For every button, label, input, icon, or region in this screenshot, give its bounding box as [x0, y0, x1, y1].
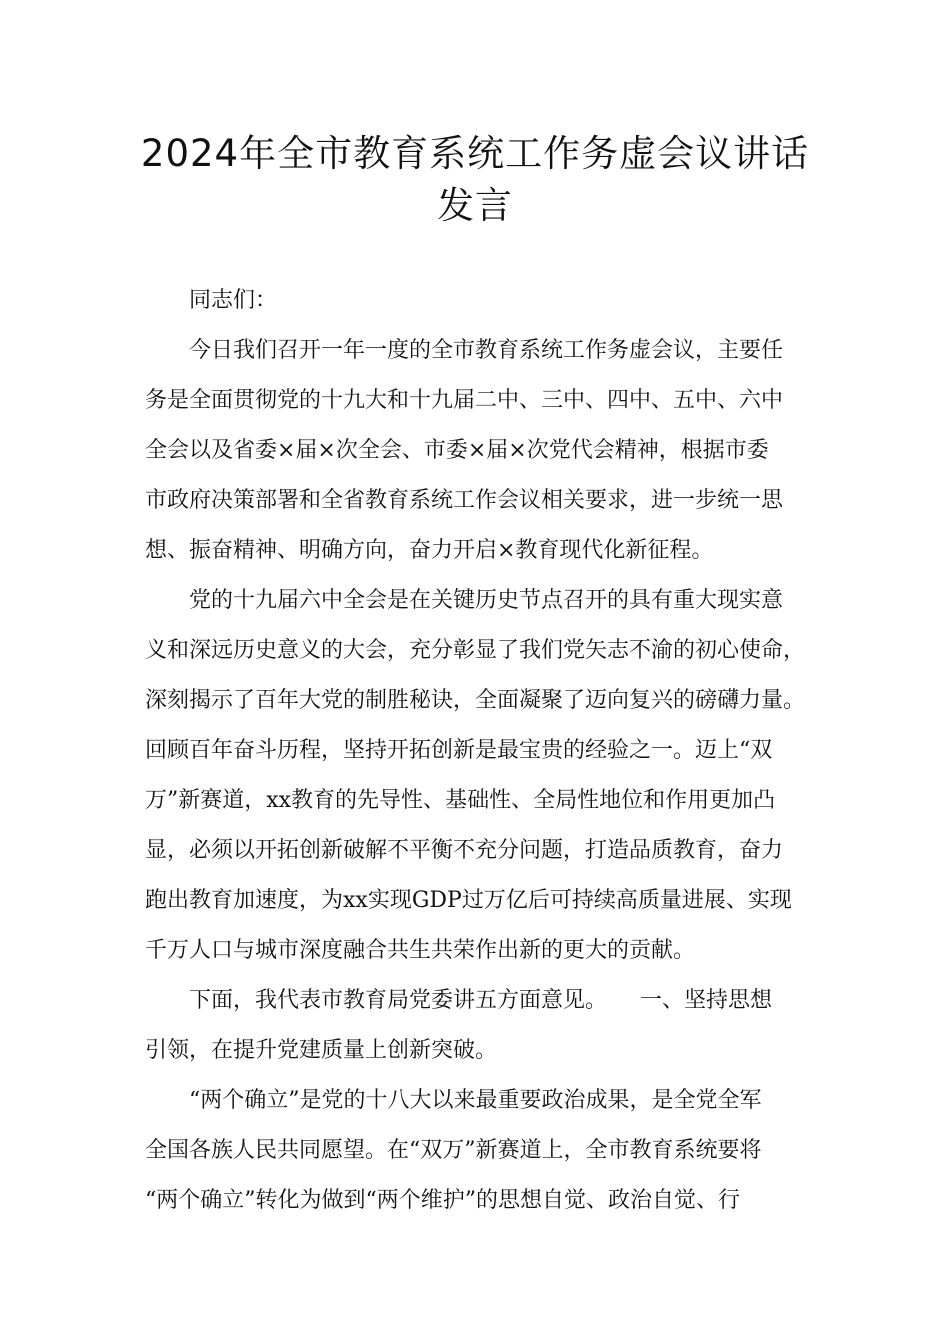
body-line-8: 深刻揭示了百年大党的制胜秘诀，全面凝聚了迈向复兴的磅礴力量。	[145, 688, 806, 713]
document-title-line-2: 发言	[437, 184, 513, 227]
body-line-3: 全会以及省委×届×次全会、市委×届×次党代会精神，根据市委	[145, 438, 769, 463]
body-line-16: “两个确立”是党的十八大以来最重要政治成果，是全党全军	[145, 1088, 762, 1113]
body-line-1: 今日我们召开一年一度的全市教育系统工作务虚会议，主要任	[145, 338, 784, 363]
body-line-12: 跑出教育加速度，为xx实现GDP过万亿后可持续高质量进展、实现	[145, 888, 792, 913]
body-line-17: 全国各族人民共同愿望。在“双万”新赛道上，全市教育系统要将	[145, 1138, 762, 1163]
body-line-4: 市政府决策部署和全省教育系统工作会议相关要求，进一步统一思	[145, 488, 784, 513]
body-line-18: “两个确立”转化为做到“两个维护”的思想自觉、政治自觉、行	[145, 1188, 740, 1213]
body-line-14: 下面，我代表市教育局党委讲五方面意见。 一、坚持思想	[145, 988, 773, 1013]
salutation-line: 同志们：	[145, 288, 278, 313]
body-line-7: 义和深远历史意义的大会，充分彰显了我们党矢志不渝的初心使命，	[145, 638, 806, 663]
body-line-15: 引领，在提升党建质量上创新突破。	[145, 1038, 498, 1063]
body-line-2: 务是全面贯彻党的十九大和十九届二中、三中、四中、五中、六中	[145, 388, 784, 413]
body-line-9: 回顾百年奋斗历程，坚持开拓创新是最宝贵的经验之一。迈上“双	[145, 738, 773, 763]
document-title-line-1: 2024年全市教育系统工作务虚会议讲话	[140, 132, 810, 175]
body-line-11: 显，必须以开拓创新破解不平衡不充分问题，打造品质教育，奋力	[145, 838, 784, 863]
body-line-6: 党的十九届六中全会是在关键历史节点召开的具有重大现实意	[145, 588, 784, 613]
body-line-13: 千万人口与城市深度融合共生共荣作出新的更大的贡献。	[145, 938, 696, 963]
body-line-10: 万”新赛道，xx教育的先导性、基础性、全局性地位和作用更加凸	[145, 788, 776, 813]
body-line-5: 想、振奋精神、明确方向，奋力开启×教育现代化新征程。	[145, 538, 714, 563]
